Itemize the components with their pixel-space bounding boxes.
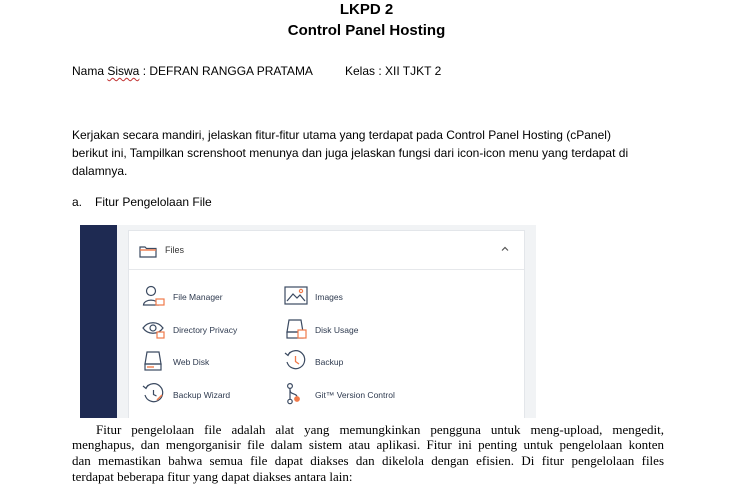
backup-wizard-label: Backup Wizard — [173, 390, 231, 400]
instruction-line-2: berikut ini, Tampilkan screnshoot menunya dan juga jelaskan fungsi dari icon-icon menu yang terdapat di — [72, 146, 629, 160]
images-label: Images — [315, 292, 343, 302]
files-panel — [128, 230, 525, 418]
chevron-up-icon[interactable] — [500, 244, 510, 254]
name-label-word: Siswa — [107, 64, 140, 78]
section-title: Fitur Pengelolaan File — [95, 195, 212, 209]
images-item[interactable] — [284, 284, 454, 310]
git-version-control-item[interactable] — [284, 382, 454, 408]
folder-icon — [139, 245, 157, 258]
backup-wizard-icon — [142, 382, 166, 406]
student-class: Kelas : XII TJKT 2 — [345, 64, 442, 78]
image-icon — [284, 284, 308, 308]
cpanel-files-screenshot — [80, 225, 536, 418]
backup-icon — [284, 349, 308, 373]
files-group-label: Files — [165, 245, 185, 255]
web-disk-label: Web Disk — [173, 357, 210, 367]
student-name: : DEFRAN RANGGA PRATAMA — [139, 64, 313, 78]
backup-label: Backup — [315, 357, 344, 367]
name-label-prefix: Nama — [72, 64, 108, 78]
body-line-2: menghapus, dan mengorganisir file dalam sistem atau aplikasi. Fitur ini penting untuk pengelolaan konten — [72, 437, 664, 452]
document-subtitle: Control Panel Hosting — [287, 22, 446, 39]
git-version-control-label: Git™ Version Control — [315, 390, 395, 400]
disk-usage-label: Disk Usage — [315, 325, 359, 335]
document-title: LKPD 2 — [339, 1, 394, 18]
file-manager-label: File Manager — [173, 292, 223, 302]
body-line-3: dan memastikan bahwa semua file dapat diakses dan dikelola dengan efisien. Di fitur pengelolaan files — [72, 453, 664, 468]
disk-usage-item[interactable] — [284, 317, 454, 343]
disk-usage-icon — [284, 317, 308, 341]
instruction-line-1: Kerjakan secara mandiri, jelaskan fitur-fitur utama yang terdapat pada Control Panel Hosting (cPanel) — [72, 128, 611, 142]
file-manager-icon — [142, 284, 166, 308]
cpanel-sidebar — [80, 225, 117, 418]
directory-privacy-label: Directory Privacy — [173, 325, 238, 335]
git-branch-icon — [284, 382, 308, 406]
eye-lock-icon — [142, 317, 166, 341]
web-disk-icon — [142, 349, 166, 373]
student-name-line — [72, 63, 313, 79]
body-line-4: terdapat beberapa fitur yang dapat diakses antara lain: — [72, 469, 353, 484]
files-panel-header[interactable] — [129, 231, 524, 270]
body-line-1: Fitur pengelolaan file adalah alat yang memungkinkan pengguna untuk meng-upload, mengedit, — [96, 422, 664, 437]
section-number: a. — [72, 195, 83, 209]
instruction-line-3: dalamnya. — [72, 164, 128, 178]
backup-item[interactable] — [284, 349, 454, 375]
